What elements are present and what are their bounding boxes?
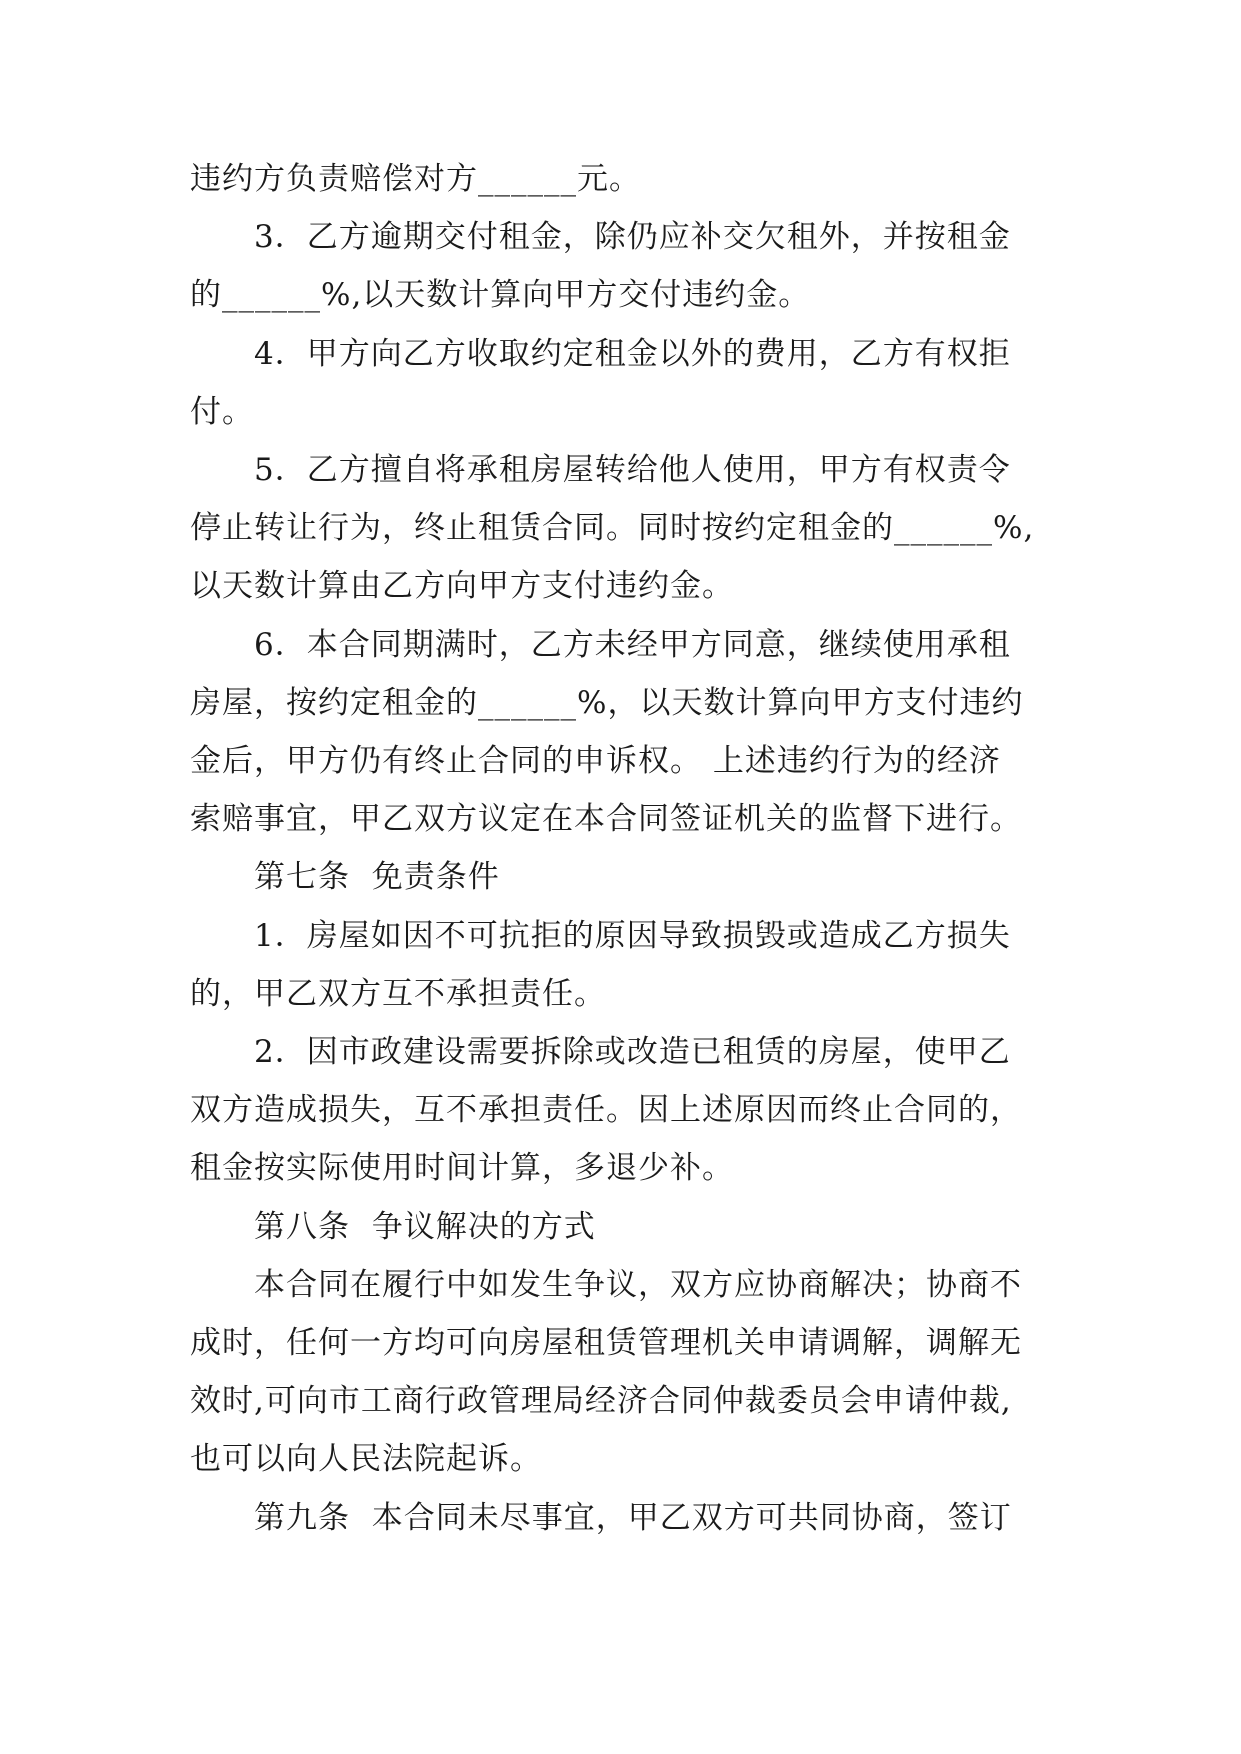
document-line: 4．甲方向乙方收取约定租金以外的费用，乙方有权拒	[254, 335, 1011, 372]
document-line: 成时，任何一方均可向房屋租赁管理机关申请调解，调解无	[190, 1325, 1022, 1362]
document-line: 效时,可向市工商行政管理局经济合同仲裁委员会申请仲裁,	[190, 1383, 1012, 1420]
document-line: 的，甲乙双方互不承担责任。	[190, 975, 606, 1012]
document-line: 付。	[190, 393, 254, 430]
document-line: 也可以向人民法院起诉。	[190, 1441, 542, 1478]
document-line: 违约方负责赔偿对方______元。	[190, 161, 641, 197]
document-line: 2．因市政建设需要拆除或改造已租赁的房屋，使甲乙	[254, 1034, 1011, 1071]
document-line: 6．本合同期满时，乙方未经甲方同意，继续使用承租	[254, 626, 1011, 663]
document-line: 1．房屋如因不可抗拒的原因导致损毁或造成乙方损失	[254, 917, 1011, 954]
document-line: 5．乙方擅自将承租房屋转给他人使用，甲方有权责令	[254, 452, 1011, 489]
document-line: 本合同在履行中如发生争议，双方应协商解决；协商不	[254, 1266, 1022, 1303]
document-line: 停止转让行为，终止租赁合同。同时按约定租金的______%,	[190, 510, 1035, 547]
document-line: 第七条 免责条件	[254, 859, 500, 896]
document-line: 3．乙方逾期交付租金，除仍应补交欠租外，并按租金	[254, 219, 1011, 256]
document-body	[190, 150, 1070, 1547]
document-line: 第八条 争议解决的方式	[254, 1208, 596, 1245]
document-line: 以天数计算由乙方向甲方支付违约金。	[190, 568, 734, 605]
document-line: 租金按实际使用时间计算，多退少补。	[190, 1150, 734, 1187]
document-line: 第九条 本合同未尽事宜，甲乙双方可共同协商，签订	[254, 1499, 1012, 1536]
document-line: 双方造成损失，互不承担责任。因上述原因而终止合同的，	[190, 1092, 1022, 1129]
document-line: 索赔事宜，甲乙双方议定在本合同签证机关的监督下进行。	[190, 801, 1022, 838]
document-line: 房屋，按约定租金的______%，以天数计算向甲方支付违约	[190, 684, 1024, 721]
document-line: 金后，甲方仍有终止合同的申诉权。 上述违约行为的经济	[190, 743, 1001, 780]
document-line: 的______%,以天数计算向甲方交付违约金。	[190, 277, 811, 314]
